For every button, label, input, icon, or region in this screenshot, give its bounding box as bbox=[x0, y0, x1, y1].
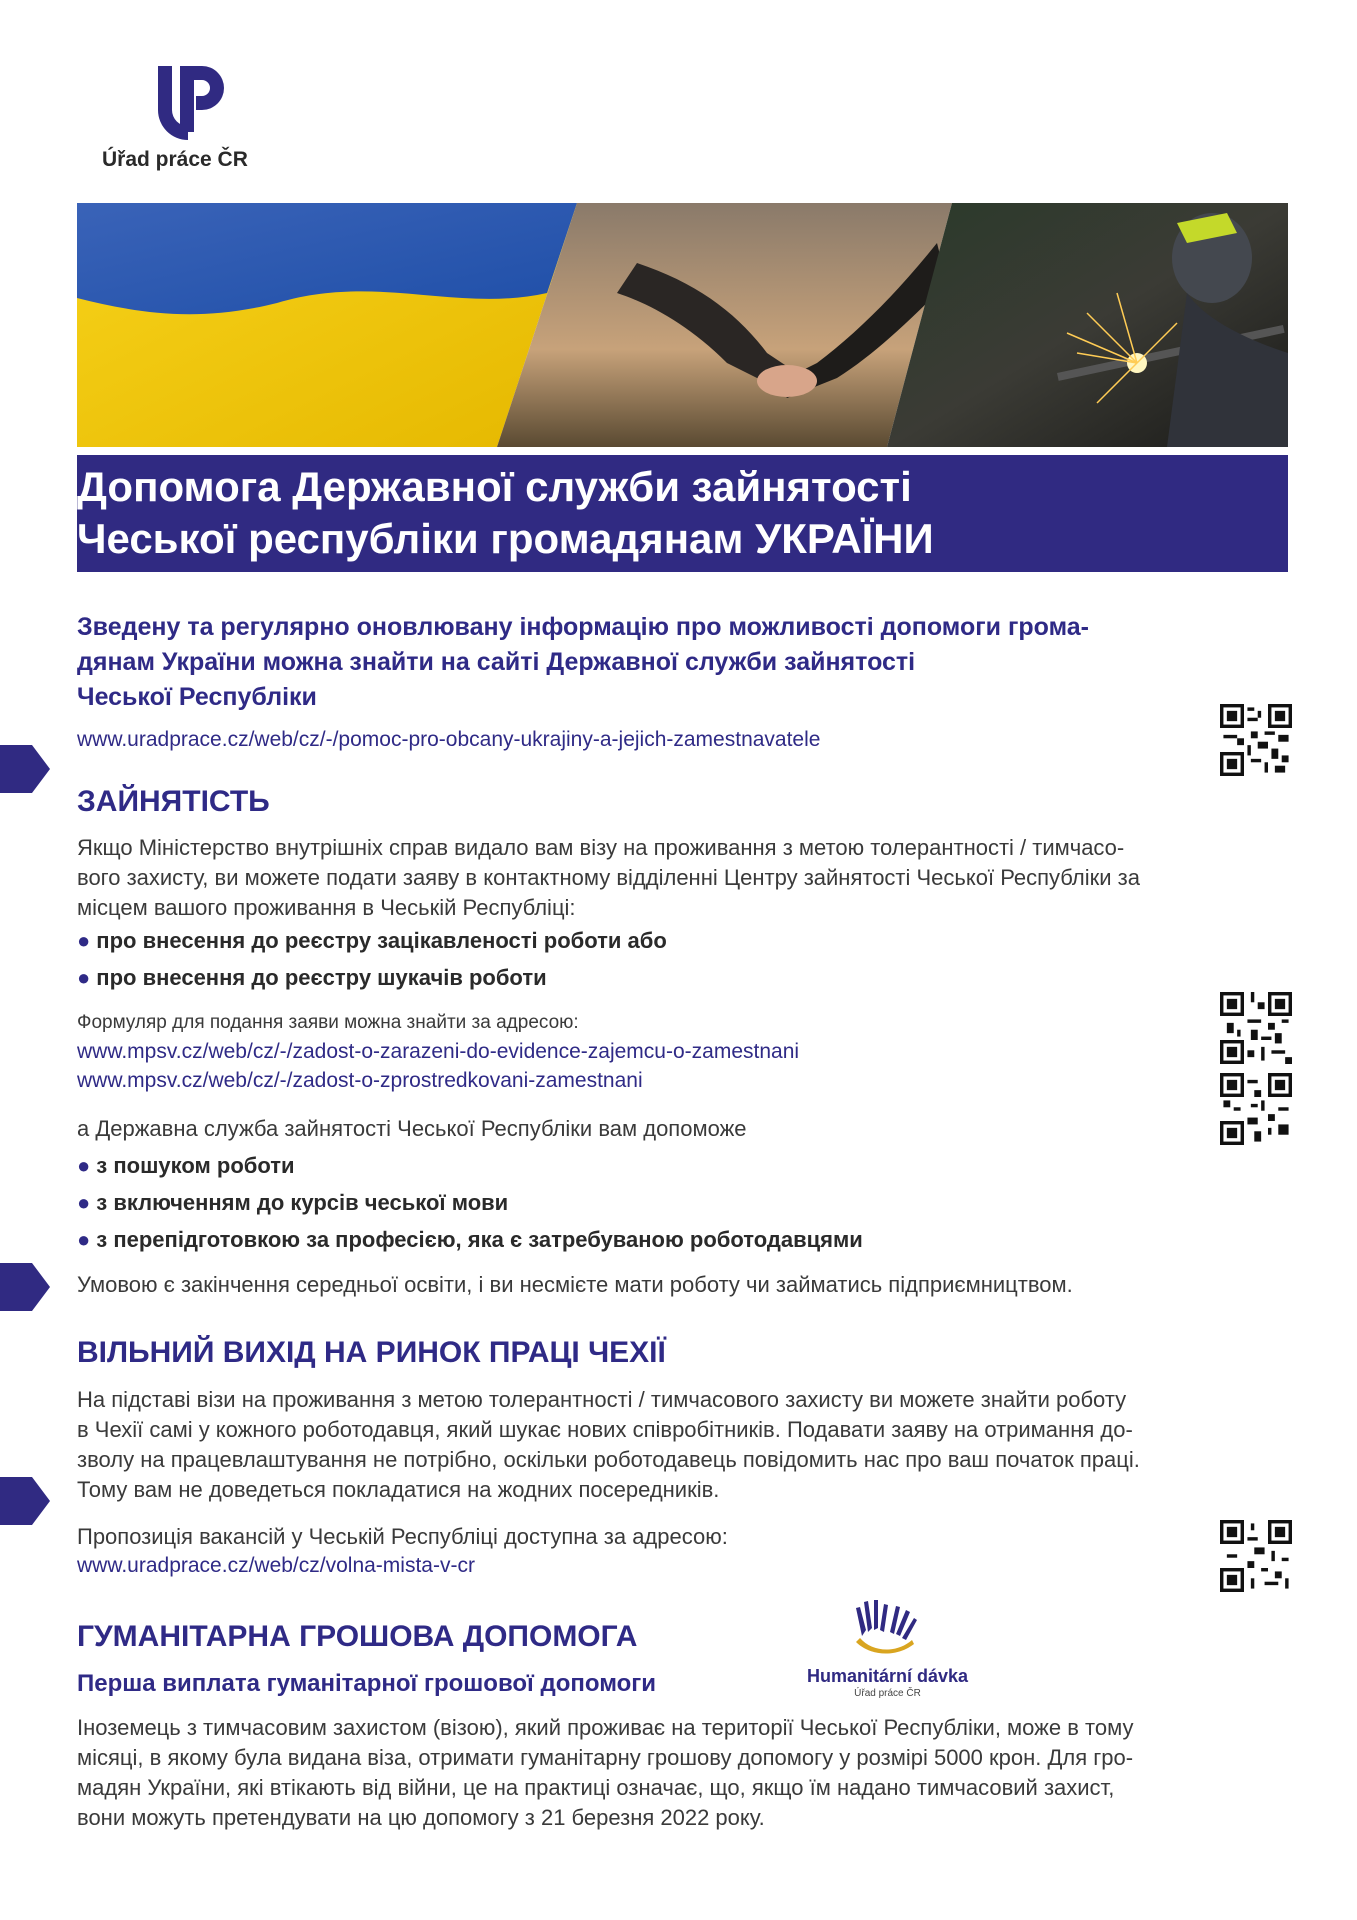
intro-lead bbox=[77, 610, 1292, 715]
ukraine-flag-image bbox=[77, 203, 577, 447]
list-item-text: з перепідготовкою за професією, яка є затребуваною роботодавцями bbox=[96, 1227, 863, 1252]
banner-image bbox=[77, 203, 1288, 447]
list-item: ● з перепідготовкою за професією, яка є затребуваною роботодавцями bbox=[77, 1227, 863, 1252]
list-item-text: про внесення до реєстру зацікавленості роботи або bbox=[96, 928, 667, 953]
logo-org-name: Úřad práce ČR bbox=[102, 148, 248, 171]
welder-image bbox=[887, 203, 1288, 447]
chevron-right-icon bbox=[0, 1263, 50, 1311]
condition-note: Умовою є закінчення середньої освіти, і ви несмієте мати роботу чи займатись підприємництвом. bbox=[77, 1272, 1073, 1297]
humanitarian-heading: ГУМАНІТАРНА ГРОШОВА ДОПОМОГА bbox=[77, 1620, 638, 1653]
humanitarian-paragraph bbox=[77, 1713, 1133, 1833]
humanitarni-davka-logo bbox=[800, 1596, 975, 1706]
handshake-image bbox=[497, 203, 952, 447]
list-item: ● про внесення до реєстру зацікавленості роботи або bbox=[77, 928, 667, 953]
qr-code-icon bbox=[1220, 704, 1292, 776]
list-item-text: з включенням до курсів чеської мови bbox=[96, 1190, 509, 1215]
list-item: ● з включенням до курсів чеської мови bbox=[77, 1190, 509, 1215]
form-note: Формуляр для подання заяви можна знайти за адресою: bbox=[77, 1012, 579, 1033]
page-title-line-1: Допомога Державної служби зайнятості bbox=[77, 463, 912, 510]
qr-code-icon bbox=[1220, 1520, 1292, 1592]
intro-link[interactable]: www.uradprace.cz/web/cz/-/pomoc-pro-obcany-ukrajiny-a-jejich-zamestnavatele bbox=[77, 728, 821, 751]
employment-heading: ЗАЙНЯТІСТЬ bbox=[77, 785, 270, 818]
help-intro: а Державна служба зайнятості Чеської Республіки вам допоможе bbox=[77, 1116, 747, 1141]
vacancy-note: Пропозиція вакансій у Чеській Республіці доступна за адресою: bbox=[77, 1524, 728, 1549]
chevron-right-icon bbox=[0, 1477, 50, 1525]
form-link-1[interactable]: www.mpsv.cz/web/cz/-/zadost-o-zarazeni-do-evidence-zajemcu-o-zamestnani bbox=[77, 1040, 800, 1063]
chevron-right-icon bbox=[0, 745, 50, 793]
intro-lead-line: Чеської Республіки bbox=[77, 683, 317, 711]
paragraph-line: в Чехії самі у кожного роботодавця, який шукає нових співробітників. Подавати заяву на отримання до- bbox=[77, 1417, 1133, 1442]
qr-code-icon bbox=[1220, 1073, 1292, 1145]
form-link-2[interactable]: www.mpsv.cz/web/cz/-/zadost-o-zprostredkovani-zamestnani bbox=[77, 1069, 643, 1092]
paragraph-line: місцем вашого проживання в Чеській Республіці: bbox=[77, 895, 576, 920]
list-item-text: про внесення до реєстру шукачів роботи bbox=[96, 965, 547, 990]
paragraph-line: місяці, в якому була видана віза, отримати гуманітарну грошову допомогу у розмірі 5000 крон. Для гро- bbox=[77, 1745, 1134, 1770]
paragraph-line: вого захисту, ви можете подати заяву в контактному відділенні Центру зайнятості Чеської Республіки за bbox=[77, 865, 1140, 890]
qr-code-icon bbox=[1220, 992, 1292, 1064]
vacancy-link[interactable]: www.uradprace.cz/web/cz/volna-mista-v-cr bbox=[77, 1554, 475, 1577]
hum-logo-subtitle: Úřad práce ČR bbox=[854, 1688, 921, 1699]
paragraph-line: На підставі візи на проживання з метою толерантності / тимчасового захисту ви можете знайти роботу bbox=[77, 1387, 1127, 1412]
paragraph-line: мадян України, які втікають від війни, це на практиці означає, що, якщо їм надано тимчасовий захист, bbox=[77, 1775, 1115, 1800]
intro-lead-line: Зведену та регулярно оновлювану інформацію про можливості допомоги грома- bbox=[77, 613, 1089, 641]
list-item-text: з пошуком роботи bbox=[96, 1153, 295, 1178]
paragraph-line: вони можуть претендувати на цю допомогу з 21 березня 2022 року. bbox=[77, 1805, 765, 1830]
list-item: ● з пошуком роботи bbox=[77, 1153, 295, 1178]
paragraph-line: Іноземець з тимчасовим захистом (візою), який проживає на території Чеської Республіки, може в тому bbox=[77, 1715, 1134, 1740]
hum-logo-title: Humanitární dávka bbox=[806, 1666, 969, 1686]
intro-lead-line: дянам України можна знайти на сайті Державної служби зайнятості bbox=[77, 648, 916, 676]
urad-prace-logo-icon bbox=[150, 62, 230, 140]
free-access-paragraph bbox=[77, 1385, 1140, 1505]
list-item: ● про внесення до реєстру шукачів роботи bbox=[77, 965, 547, 990]
employment-paragraph bbox=[77, 833, 1140, 923]
free-access-heading: ВІЛЬНИЙ ВИХІД НА РИНОК ПРАЦІ ЧЕХІЇ bbox=[77, 1336, 666, 1369]
humanitarian-subheading: Перша виплата гуманітарної грошової допомоги bbox=[77, 1670, 657, 1697]
paragraph-line: Тому вам не доведеться покладатися на жодних посередників. bbox=[77, 1477, 720, 1502]
paragraph-line: Якщо Міністерство внутрішніх справ видало вам візу на проживання з метою толерантності / тимчасо- bbox=[77, 835, 1125, 860]
hands-icon bbox=[852, 1596, 922, 1658]
paragraph-line: зволу на працевлаштування не потрібно, оскільки роботодавець повідомить нас про ваш початок праці. bbox=[77, 1447, 1140, 1472]
page-title-line-2: Чеської республіки громадянам УКРАЇНИ bbox=[77, 515, 934, 562]
